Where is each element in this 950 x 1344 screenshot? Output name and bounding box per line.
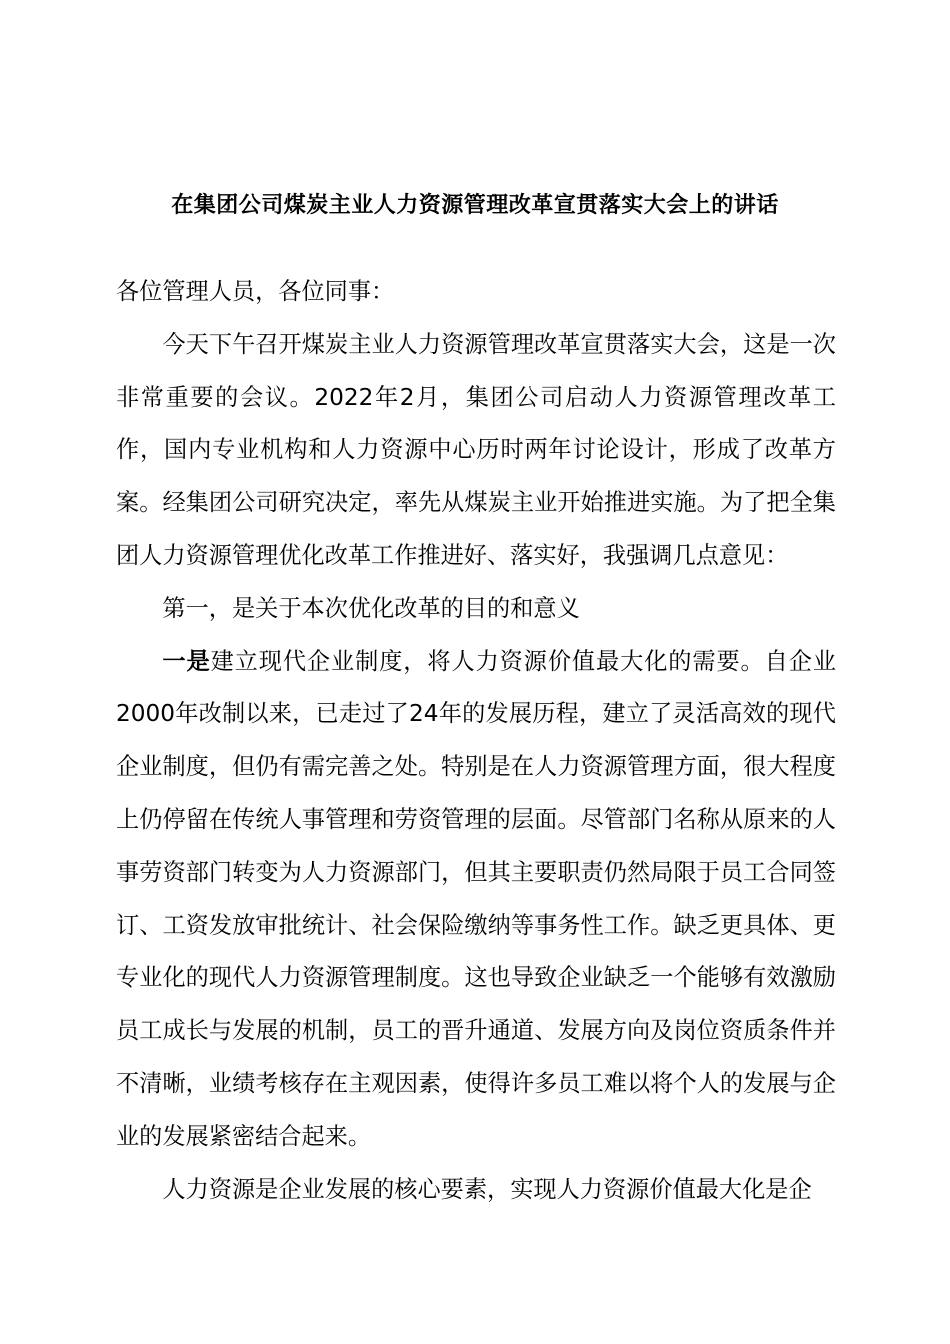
section-heading-first: 第一，是关于本次优化改革的目的和意义 bbox=[162, 594, 580, 622]
document-title: 在集团公司煤炭主业人力资源管理改革宣贯落实大会上的讲话 bbox=[171, 193, 779, 218]
paragraph-point-one bbox=[116, 636, 836, 1164]
salutation: 各位管理人员，各位同事： bbox=[116, 278, 395, 305]
document-body bbox=[116, 266, 836, 1216]
paragraph-lead: 一是 bbox=[162, 647, 211, 675]
paragraph-point-one-text: 建立现代企业制度，将人力资源价值最大化的需要。自企业2000年改制以来，已走过了24年的发展历程，建立了灵活高效的现代企业制度，但仍有需完善之处。特别是在人力资源管理方面，很大程度上仍停留在传统人事管理和劳资管理的层面。尽管部门名称从原来的人事劳资部门转变为人力资源部门，但其主要职责仍然局限于员工合同签订、工资发放审批统计、社会保险缴纳等事务性工作。缺乏更具体、更专业化的现代人力资源管理制度。这也导致企业缺乏一个能够有效激励员工成长与发展的机制，员工的晋升通道、发展方向及岗位资质条件并不清晰，业绩考核存在主观因素，使得许多员工难以将个人的发展与企业的发展紧密结合起来。 bbox=[116, 647, 837, 1150]
paragraph-intro: 今天下午召开煤炭主业人力资源管理改革宣贯落实大会，这是一次非常重要的会议。2022年2月，集团公司启动人力资源管理改革工作，国内专业机构和人力资源中心历时两年讨论设计，形成了改革方案。经集团公司研究决定，率先从煤炭主业开始推进实施。为了把全集团人力资源管理优化改革工作推进好、落实好，我强调几点意见： bbox=[116, 330, 836, 569]
paragraph-hr-core: 人力资源是企业发展的核心要素，实现人力资源价值最大化是企 bbox=[162, 1175, 812, 1203]
